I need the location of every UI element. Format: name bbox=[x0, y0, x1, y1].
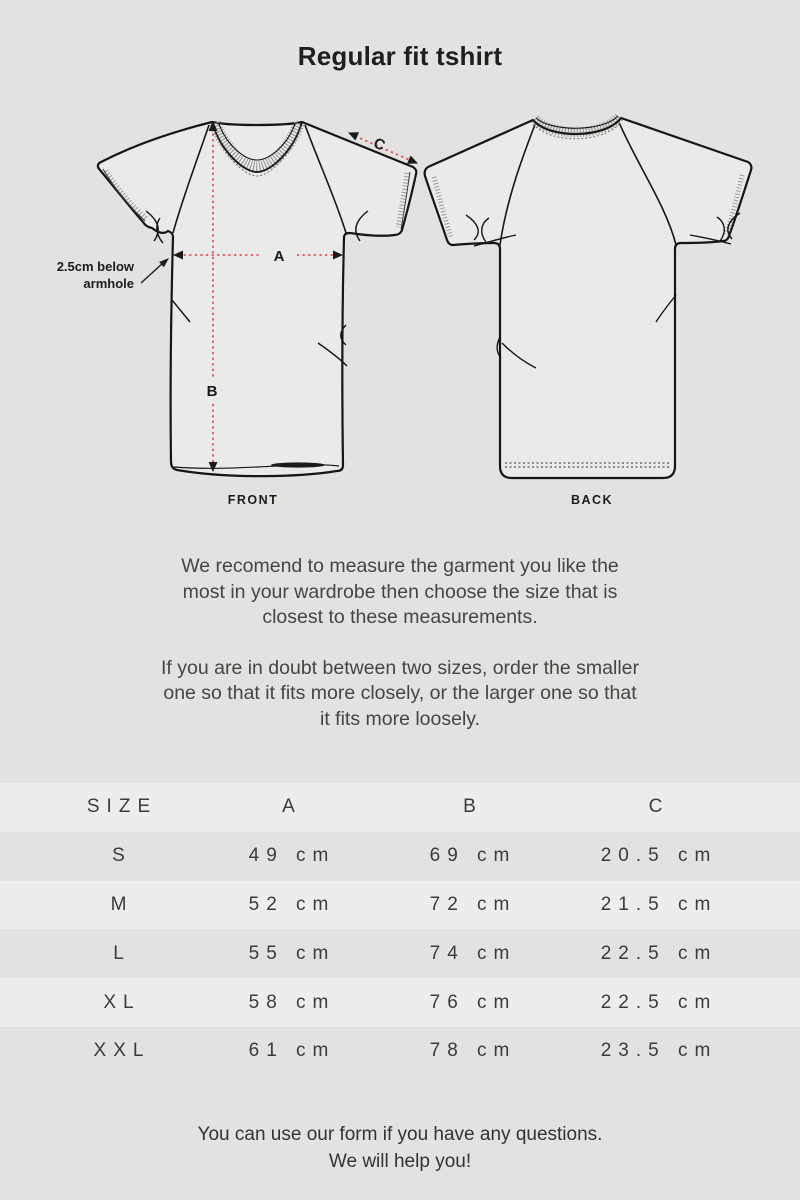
back-caption: BACK bbox=[570, 493, 614, 507]
table-row bbox=[0, 832, 800, 881]
page-title: Regular fit tshirt bbox=[297, 41, 503, 72]
back-shirt-drawing bbox=[425, 116, 752, 478]
measurement-b: 74 cm bbox=[429, 942, 517, 964]
back-body-outline bbox=[425, 118, 752, 478]
measurement-c: 23.5 cm bbox=[600, 1040, 718, 1062]
armhole-annotation bbox=[28, 258, 134, 292]
footer-line2: We will help you! bbox=[328, 1151, 472, 1172]
table-row bbox=[0, 929, 800, 978]
intro-text bbox=[0, 554, 800, 732]
measurement-a: 61 cm bbox=[248, 1040, 336, 1062]
intro-paragraph-1: We recomend to measure the garment you like the most in your wardrobe then choose the size that is closest to these measurements. bbox=[181, 555, 619, 628]
measurement-b: 69 cm bbox=[429, 845, 517, 867]
size-label: S bbox=[112, 845, 132, 867]
measure-arrow-C-top bbox=[348, 132, 359, 140]
measure-label-C: C bbox=[370, 134, 388, 155]
measurement-a: 55 cm bbox=[248, 942, 336, 964]
measurement-a: 49 cm bbox=[248, 845, 336, 867]
armhole-annotation-line1: 2.5cm below bbox=[56, 259, 134, 274]
armhole-annotation-line2: armhole bbox=[83, 276, 134, 291]
measure-label-B: B bbox=[206, 383, 218, 400]
measure-arrow-C-bottom bbox=[407, 156, 418, 164]
size-label: XL bbox=[103, 991, 141, 1013]
column-header-b: B bbox=[463, 796, 483, 818]
measurement-c: 22.5 cm bbox=[600, 942, 718, 964]
footer-line1: You can use our form if you have any questions. bbox=[197, 1124, 603, 1145]
measure-label-A: A bbox=[273, 248, 285, 265]
size-label: XXL bbox=[93, 1040, 151, 1062]
measurement-c: 21.5 cm bbox=[600, 893, 718, 915]
size-label: M bbox=[110, 893, 134, 915]
measurement-a: 52 cm bbox=[248, 893, 336, 915]
size-label: L bbox=[113, 942, 131, 964]
column-header-a: A bbox=[282, 796, 302, 818]
measurement-c: 20.5 cm bbox=[600, 845, 718, 867]
front-shirt-drawing bbox=[98, 121, 418, 476]
column-header-c: C bbox=[648, 796, 670, 818]
front-caption: FRONT bbox=[227, 493, 279, 507]
size-table-header-row bbox=[0, 783, 800, 832]
column-header-size: SIZE bbox=[86, 796, 158, 818]
measurement-b: 76 cm bbox=[429, 991, 517, 1013]
intro-paragraph-2: If you are in doubt between two sizes, order the smaller one so that it fits more closely, or the larger one so that it fits more loosely. bbox=[161, 656, 639, 730]
table-row bbox=[0, 1027, 800, 1076]
footer-text bbox=[0, 1121, 800, 1175]
measurement-b: 78 cm bbox=[429, 1040, 517, 1062]
table-row bbox=[0, 881, 800, 930]
front-body-outline bbox=[98, 122, 417, 476]
size-table bbox=[0, 783, 800, 1076]
table-row bbox=[0, 978, 800, 1027]
measurement-a: 58 cm bbox=[248, 991, 336, 1013]
measurement-b: 72 cm bbox=[429, 893, 517, 915]
annotation-arrow bbox=[141, 263, 163, 283]
measurement-c: 22.5 cm bbox=[600, 991, 718, 1013]
